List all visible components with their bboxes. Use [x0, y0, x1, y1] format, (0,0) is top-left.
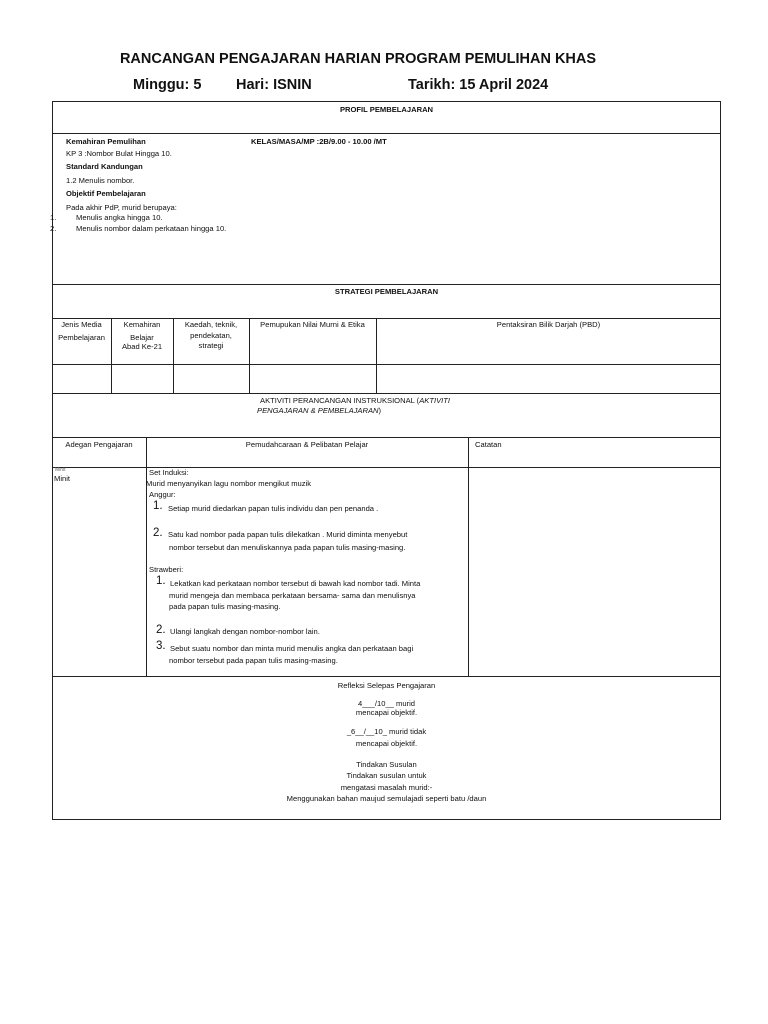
objective-label: Objektif Pembelajaran: [66, 189, 146, 198]
media-header-line: Pembelajaran: [58, 333, 105, 342]
reflection-heading: Refleksi Selepas Pengajaran: [337, 681, 436, 690]
time-label: Minit: [54, 474, 71, 483]
step-text: nombor tersebut pada papan tulis masing-masing.: [169, 656, 338, 665]
method-header-line: Kaedah, teknik,: [184, 320, 238, 329]
activity-heading-2: [257, 406, 381, 416]
step-text: Setiap murid diedarkan papan tulis individu dan pen penanda .: [168, 504, 379, 513]
teaching-scene-header: Adegan Pengajaran: [65, 440, 133, 449]
divider: [52, 364, 721, 365]
objective-item: Menulis nombor dalam perkataan hingga 10.: [76, 224, 227, 233]
divider: [52, 284, 721, 285]
objective-number: 1.: [50, 213, 57, 222]
reflection-line: mencapai objektif.: [355, 739, 418, 748]
activity-heading-text: AKTIVITI PERANCANGAN INSTRUKSIONAL (: [260, 396, 420, 405]
step-text: pada papan tulis masing-masing.: [169, 602, 281, 611]
objective-item: Menulis angka hingga 10.: [76, 213, 163, 222]
day-label: Hari: ISNIN: [236, 77, 312, 93]
set-induction-text: Murid menyanyikan lagu nombor mengikut muzik: [146, 479, 312, 488]
step-number: 3.: [156, 640, 166, 652]
step-number: 2.: [153, 527, 163, 539]
divider: [146, 437, 147, 676]
facilitation-header: Pemudahcaraan & Pelibatan Pelajar: [245, 440, 369, 449]
step-text: Satu kad nombor pada papan tulis dilekatkan . Murid diminta menyebut: [168, 530, 408, 539]
media-header-line: Jenis Media: [61, 320, 102, 329]
divider: [52, 133, 721, 134]
skills-header-line: Belajar: [130, 333, 154, 342]
week-label: Minggu: 5: [133, 77, 202, 93]
step-text: Lekatkan kad perkataan nombor tersebut di bawah kad nombor tadi. Minta: [170, 579, 421, 588]
profile-heading: PROFIL PEMBELAJARAN: [339, 105, 434, 114]
time-label-small: Minit: [55, 467, 66, 473]
assessment-header: Pentaksiran Bilik Darjah (PBD): [496, 320, 601, 329]
divider: [52, 676, 721, 677]
reflection-line: Menggunakan bahan maujud semulajadi seperti batu /daun: [286, 794, 487, 803]
standard-value: 1.2 Menulis nombor.: [66, 176, 135, 185]
objective-number: 2.: [50, 224, 57, 233]
date-label: Tarikh: 15 April 2024: [408, 77, 549, 93]
step-text: murid mengeja dan membaca perkataan bersama- sama dan menulisnya: [169, 591, 416, 600]
skill-label: Kemahiran Pemulihan: [66, 137, 146, 146]
divider: [52, 393, 721, 394]
values-header: Pemupukan Nilai Murni & Etika: [260, 320, 365, 329]
divider: [52, 318, 721, 319]
reflection-line: mencapai objektif.: [355, 708, 418, 717]
reflection-line: Tindakan susulan untuk: [346, 771, 427, 780]
method-header-line: strategi: [198, 341, 224, 350]
page-title: RANCANGAN PENGAJARAN HARIAN PROGRAM PEMULIHAN KHAS: [119, 51, 597, 67]
step-text: Ulangi langkah dengan nombor-nombor lain.: [170, 627, 320, 636]
method-header-line: pendekatan,: [190, 331, 232, 340]
set-induction-label: Set Induksi:: [149, 468, 189, 477]
strawberi-label: Strawberi:: [149, 565, 184, 574]
step-text: Sebut suatu nombor dan minta murid menulis angka dan perkataan bagi: [170, 644, 414, 653]
step-text: nombor tersebut dan menuliskannya pada papan tulis masing-masing.: [169, 543, 406, 552]
reflection-line: mengatasi masalah murid:-: [340, 783, 433, 792]
activity-heading-italic: PENGAJARAN & PEMBELAJARAN: [257, 406, 379, 415]
activity-heading-italic: AKTIVITI: [419, 396, 451, 405]
anggur-label: Anggur:: [149, 490, 176, 499]
standard-label: Standard Kandungan: [66, 162, 143, 171]
step-number: 1.: [153, 500, 163, 512]
reflection-line: _6__/__10_ murid tidak: [346, 727, 427, 736]
reflection-line: Tindakan Susulan: [356, 760, 417, 769]
objective-intro: Pada akhir PdP, murid berupaya:: [66, 203, 177, 212]
strategy-heading: STRATEGI PEMBELAJARAN: [334, 287, 439, 296]
activity-heading-text: ): [378, 406, 382, 415]
divider: [468, 437, 469, 676]
skill-value: KP 3 :Nombor Bulat Hingga 10.: [66, 149, 172, 158]
skills-header-line: Abad Ke-21: [121, 342, 163, 351]
notes-header: Catatan: [475, 440, 502, 449]
divider: [52, 437, 721, 438]
skills-header-line: Kemahiran: [123, 320, 161, 329]
reflection-line: 4___/10__ murid: [358, 699, 415, 708]
step-number: 1.: [156, 575, 166, 587]
activity-heading: [260, 396, 450, 406]
step-number: 2.: [156, 624, 166, 636]
class-time: KELAS/MASA/MP :2B/9.00 - 10.00 /MT: [251, 137, 387, 146]
